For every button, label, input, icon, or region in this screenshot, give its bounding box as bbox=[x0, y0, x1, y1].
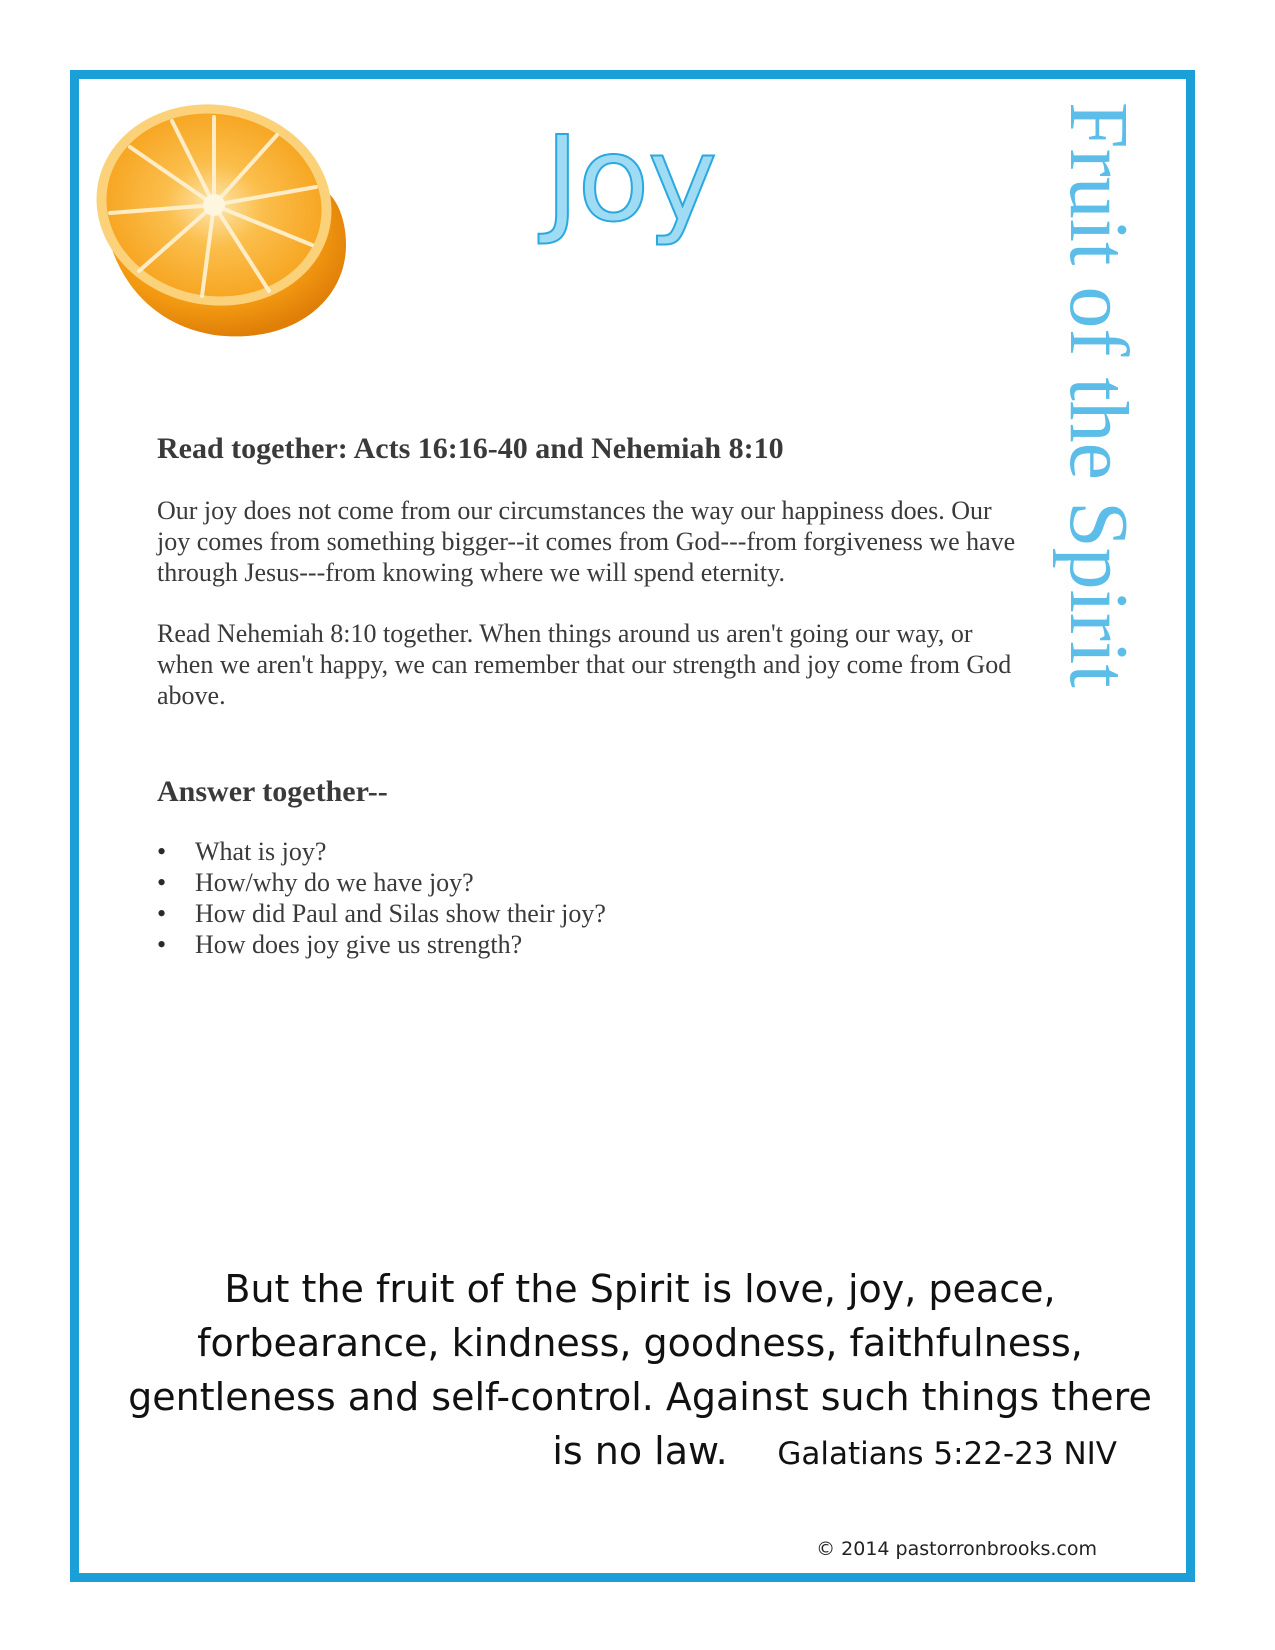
side-title: Fruit of the Spirit bbox=[1052, 102, 1145, 688]
list-item: • How does joy give us strength? bbox=[195, 929, 1027, 960]
question-list bbox=[157, 836, 1027, 960]
list-item: • What is joy? bbox=[195, 836, 1027, 867]
list-item: • How did Paul and Silas show their joy? bbox=[195, 898, 1027, 929]
page-title: Joy bbox=[544, 110, 716, 248]
reading-heading: Read together: Acts 16:16-40 and Nehemiah 8:10 bbox=[157, 432, 784, 465]
reading-paragraph-2: Read Nehemiah 8:10 together. When things around us aren't going our way, or when we aren't happy, we can remember that our strength and joy come from God above. bbox=[157, 619, 1012, 710]
main-content bbox=[157, 432, 1027, 960]
answer-heading: Answer together-- bbox=[157, 775, 388, 808]
scripture-verse: But the fruit of the Spirit is love, joy, peace, forbearance, kindness, goodness, faithfulness, gentleness and self-control. Against such things there is no law. bbox=[128, 1267, 1152, 1473]
orange-slice-icon bbox=[84, 95, 352, 345]
copyright-notice: © 2014 pastorronbrooks.com bbox=[816, 1538, 1097, 1560]
list-item: • How/why do we have joy? bbox=[195, 867, 1027, 898]
scripture-reference: Galatians 5:22-23 NIV bbox=[777, 1436, 1117, 1472]
reading-paragraph-1: Our joy does not come from our circumstances the way our happiness does. Our joy comes from something bigger--it comes from God---from forgiveness we have through Jesus---from knowing where we will spend eternity. bbox=[157, 496, 1016, 587]
